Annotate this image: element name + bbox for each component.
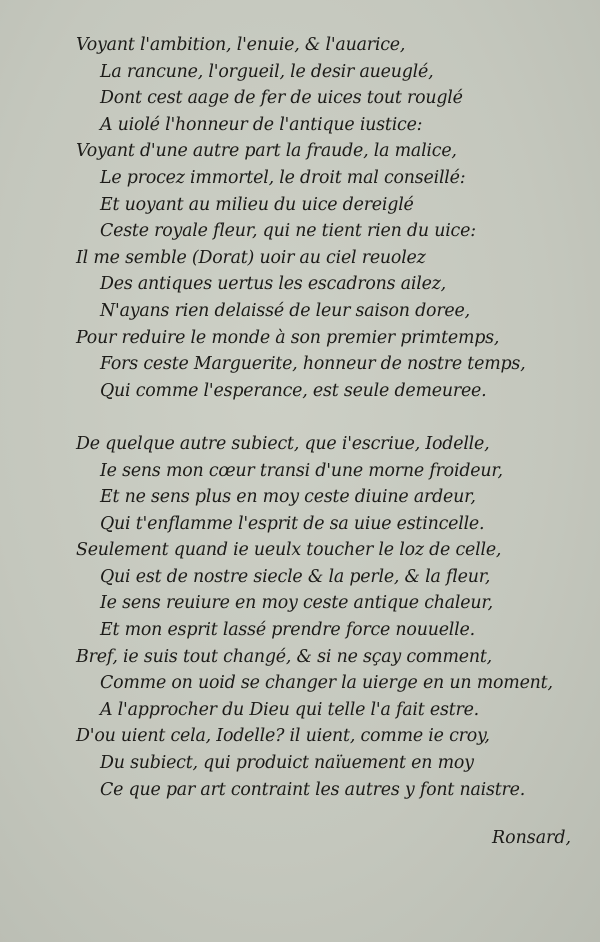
verse-line: Le procez immortel, le droit mal conseillé: bbox=[100, 167, 466, 188]
verse-line: D'ou uient cela, Iodelle? il uient, comme ie croy, bbox=[76, 726, 490, 747]
verse-line: Ie sens mon cœur transi d'une morne froideur, bbox=[100, 460, 503, 481]
sonnet-2 bbox=[76, 431, 576, 803]
verse-line: Qui comme l'esperance, est seule demeuree. bbox=[100, 380, 487, 401]
verse-line: Ie sens reuiure en moy ceste antique chaleur, bbox=[100, 593, 493, 614]
verse-line: Des antiques uertus les escadrons ailez, bbox=[100, 274, 447, 295]
verse-line: Comme on uoid se changer la uierge en un moment, bbox=[100, 673, 553, 694]
verse-line: Seulement quand ie ueulx toucher le loz de celle, bbox=[76, 540, 502, 561]
verse-line: A l'approcher du Dieu qui telle l'a fait estre. bbox=[100, 699, 480, 720]
verse-line: Pour reduire le monde à son premier primtemps, bbox=[76, 327, 500, 348]
verse-line: Voyant d'une autre part la fraude, la malice, bbox=[76, 141, 457, 162]
sonnet-text bbox=[76, 32, 576, 803]
verse-line: Qui t'enflamme l'esprit de sa uiue estincelle. bbox=[100, 513, 485, 534]
verse-line: Et uoyant au milieu du uice dereiglé bbox=[100, 194, 414, 215]
verse-line: A uiolé l'honneur de l'antique iustice: bbox=[100, 114, 423, 135]
sonnet-1 bbox=[76, 32, 576, 404]
verse-line: La rancune, l'orgueil, le desir aueuglé, bbox=[100, 61, 434, 82]
verse-line: Ce que par art contraint les autres y font naistre. bbox=[100, 779, 526, 800]
verse-line: Qui est de nostre siecle & la perle, & la fleur, bbox=[100, 566, 491, 587]
verse-line: N'ayans rien delaissé de leur saison doree, bbox=[100, 300, 470, 321]
verse-line: Et ne sens plus en moy ceste diuine ardeur, bbox=[100, 487, 476, 508]
author-signature: Ronsard, bbox=[492, 828, 572, 848]
verse-line: Il me semble (Dorat) uoir au ciel reuolez bbox=[76, 247, 426, 268]
verse-line: Ceste royale fleur, qui ne tient rien du uice: bbox=[100, 221, 476, 242]
stanza-gap bbox=[76, 404, 576, 431]
verse-line: Du subiect, qui produict naïuement en moy bbox=[100, 753, 474, 774]
verse-line: Dont cest aage de fer de uices tout rouglé bbox=[100, 88, 463, 109]
verse-line: Voyant l'ambition, l'enuie, & l'auarice, bbox=[76, 35, 406, 55]
verse-line: De quelque autre subiect, que i'escriue, Iodelle, bbox=[76, 433, 490, 454]
verse-line: Fors ceste Marguerite, honneur de nostre temps, bbox=[100, 354, 526, 375]
verse-line: Bref, ie suis tout changé, & si ne sçay comment, bbox=[76, 646, 492, 667]
verse-line: Et mon esprit lassé prendre force nouuelle. bbox=[100, 620, 475, 641]
